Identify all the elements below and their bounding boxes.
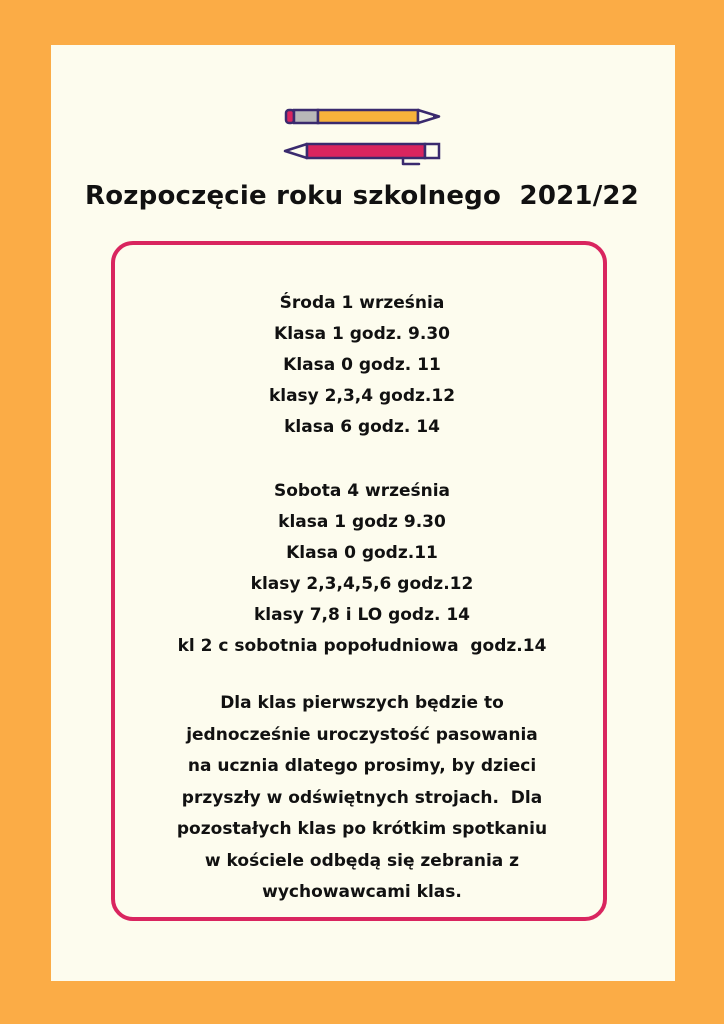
notice-line: przyszły w odświętnych strojach. Dla [181,787,543,808]
saturday-schedule [0,476,724,662]
schedule-line: Klasa 1 godz. 9.30 [274,324,450,344]
schedule-line: Klasa 0 godz.11 [286,543,438,563]
schedule-heading: Środa 1 września [279,293,445,313]
schedule-line: klasy 7,8 i LO godz. 14 [253,605,471,625]
notice-line: jednocześnie uroczystość pasowania [186,724,538,745]
wednesday-schedule [0,288,724,443]
notice-line: w kościele odbędą się zebrania z [204,850,520,871]
notice-paragraph [0,688,724,909]
schedule-line: klasy 2,3,4 godz.12 [268,386,456,406]
notice-line: na ucznia dlatego prosimy, by dzieci [187,756,537,776]
schedule-line: Klasa 0 godz. 11 [283,355,441,375]
schedule-line: klasy 2,3,4,5,6 godz.12 [250,574,474,594]
notice-line: pozostałych klas po krótkim spotkaniu [176,819,548,839]
pen-icon [285,144,439,164]
schedule-line: kl 2 c sobotnia popołudniowa godz.14 [177,636,547,656]
stationery-illustration [283,104,443,168]
page-title: Rozpoczęcie roku szkolnego 2021/22 [85,181,639,211]
schedule-line: klasa 1 godz 9.30 [278,512,446,532]
pencil-icon [286,110,439,123]
notice-line: Dla klas pierwszych będzie to [220,693,504,713]
schedule-line: klasa 6 godz. 14 [284,417,440,437]
notice-line: wychowawcami klas. [262,882,462,902]
schedule-heading: Sobota 4 września [273,481,451,501]
